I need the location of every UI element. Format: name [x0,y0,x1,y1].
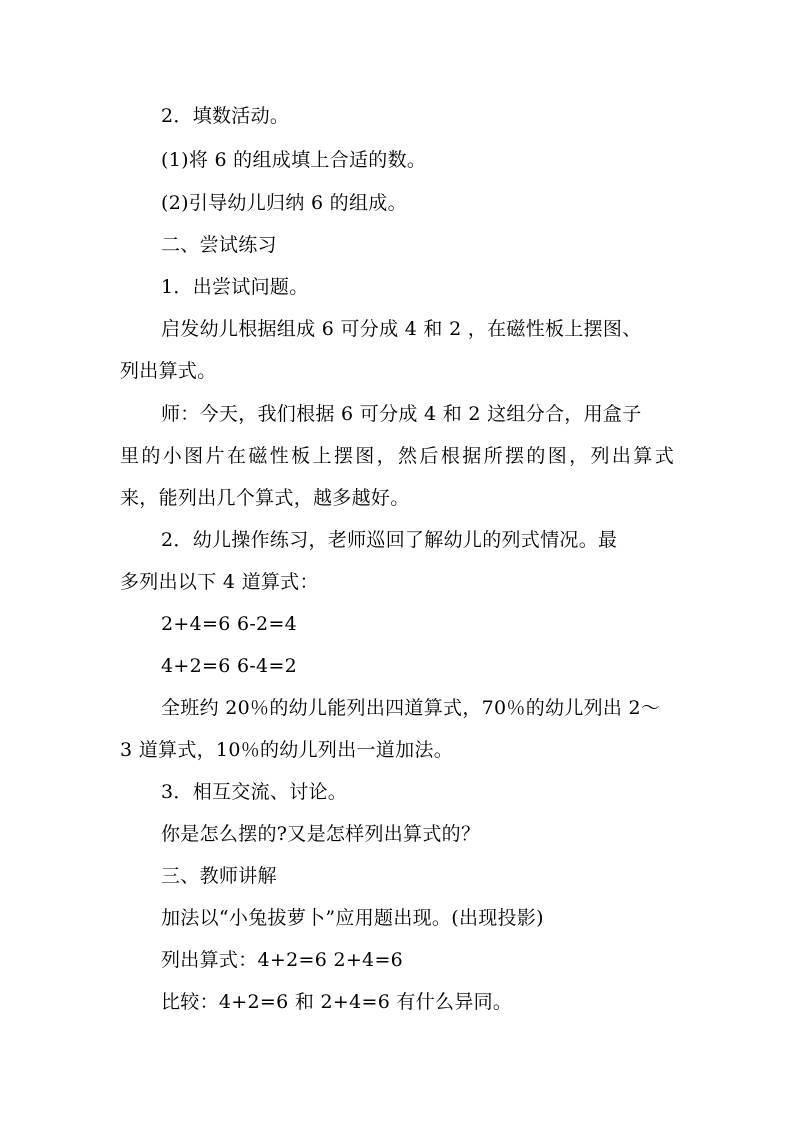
subheading-exchange-discussion: 3．相互交流、讨论。 [161,781,348,803]
step-1-text: (1)将 6 的组成填上合适的数。 [161,149,427,171]
subheading-trial-question: 1．出尝试问题。 [161,276,309,298]
equation-line: 2+4=6 6-2=4 [161,613,298,635]
heading-teacher-explanation: 三、教师讲解 [161,865,277,887]
paragraph-line: 来，能列出几个算式，越多越好。 [120,487,410,509]
equation-line: 4+2=6 6-4=2 [161,655,298,677]
paragraph-line: 2．幼儿操作练习，老师巡回了解幼儿的列式情况。最 [161,529,618,551]
paragraph-line: 多列出以下 4 道算式： [120,571,319,593]
paragraph-line: 列出算式。 [120,360,217,382]
paragraph-line: 启发幼儿根据组成 6 可分成 4 和 2 ，在磁性板上摆图、 [161,318,642,340]
paragraph-line: 比较：4+2=6 和 2+4=6 有什么异同。 [161,991,513,1013]
equation-line: 列出算式：4+2=6 2+4=6 [161,949,404,971]
paragraph-line: 全班约 20％的幼儿能列出四道算式，70％的幼儿列出 2～ [161,697,661,719]
paragraph-line: 你是怎么摆的?又是怎样列出算式的？ [161,823,481,845]
paragraph-line: 3 道算式，10％的幼儿列出一道加法。 [120,739,454,761]
step-2-text: (2)引导幼儿归纳 6 的组成。 [161,192,407,214]
paragraph-line: 师：今天，我们根据 6 可分成 4 和 2 这组分合，用盒子 [161,403,642,425]
heading-trial-practice: 二、尝试练习 [161,234,277,256]
paragraph-line: 里的小图片在磁性板上摆图，然后根据所摆的图，列出算式 [120,445,674,467]
paragraph-line: 加法以“小兔拔萝卜”应用题出现。(出现投影) [161,907,544,929]
section-fill-numbers: 2．填数活动。 [161,105,290,127]
